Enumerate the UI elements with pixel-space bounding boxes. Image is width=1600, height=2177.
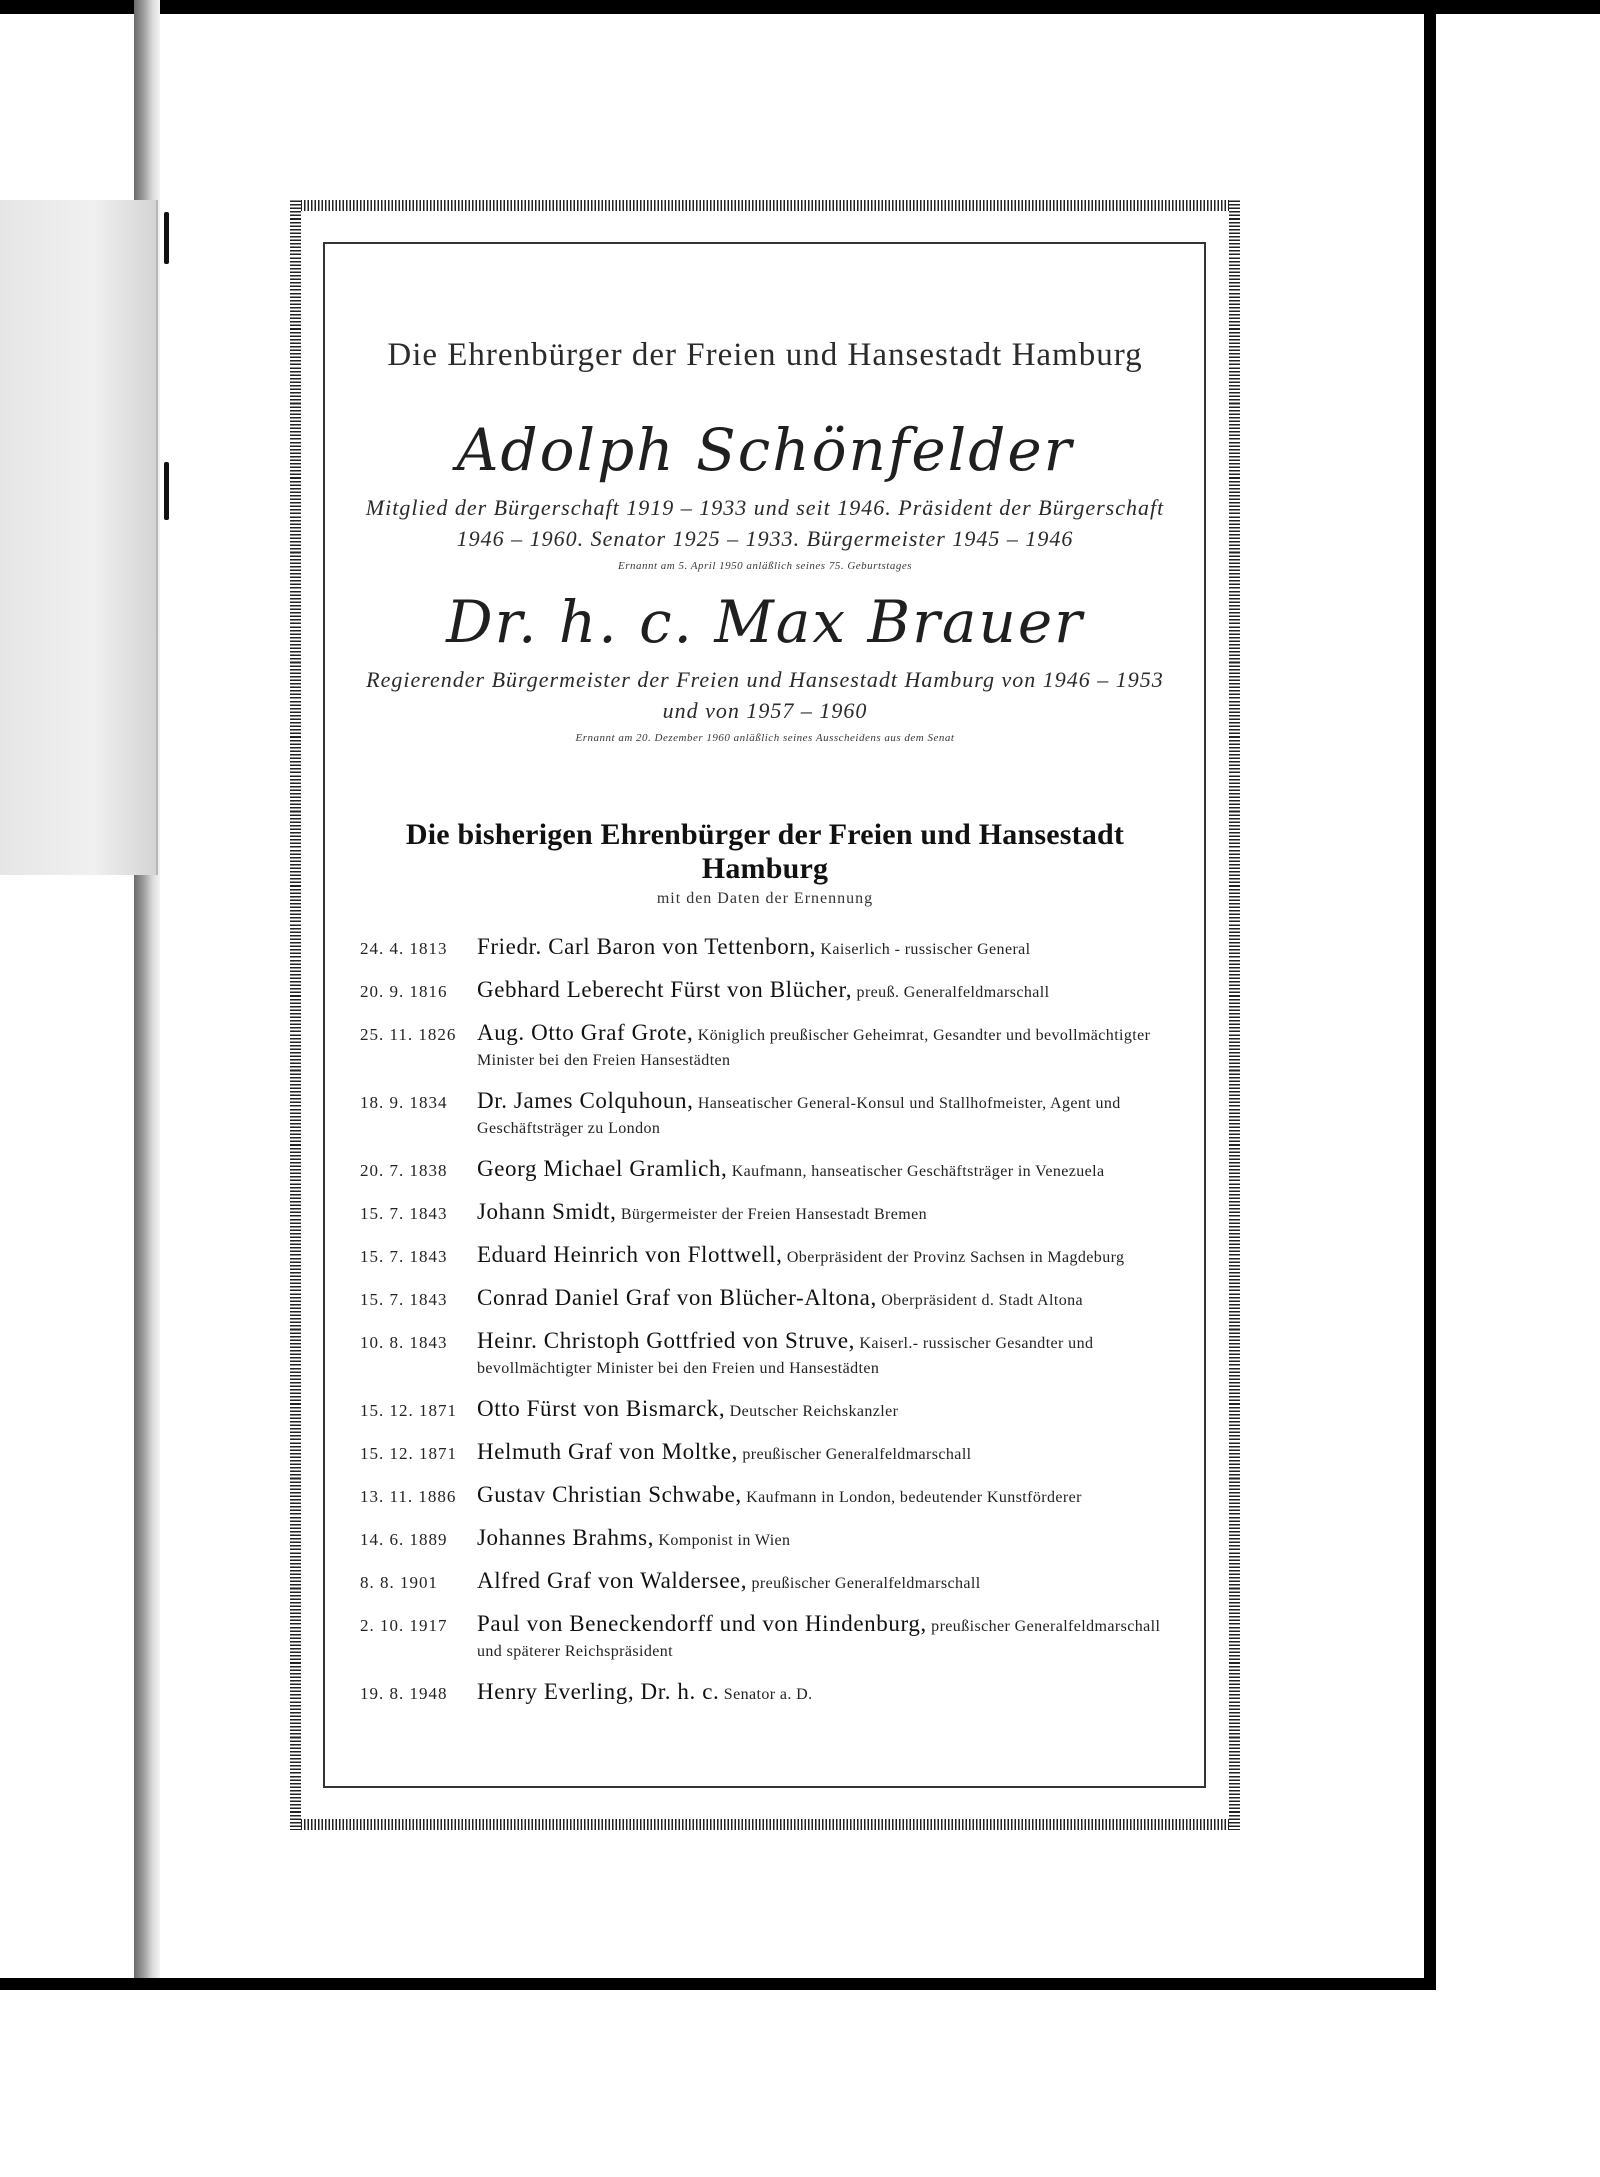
list-item [360,977,1170,1005]
appointment-date: 20. 7. 1838 [360,1161,448,1180]
honorary-citizens-list [360,934,1170,1707]
citizen-name: Henry Everling, Dr. h. c. [477,1679,720,1704]
list-item [360,1242,1170,1270]
citizen-description: Oberpräsident d. Stadt Altona [876,1292,1083,1309]
appointment-date: 18. 9. 1834 [360,1093,448,1112]
citizen-name: Helmuth Graf von Moltke, [477,1439,738,1464]
citizen-description: preußischer Generalfeldmarschall [737,1446,972,1463]
citizen-description: preußischer Generalfeldmarschall und späterer Reichspräsident [477,1618,1161,1660]
citizen-name: Friedr. Carl Baron von Tettenborn, [477,934,817,959]
list-title: Die bisherigen Ehrenbürger der Freien und Hansestadt Hamburg [405,818,1125,885]
list-item [360,1525,1170,1553]
citizen-entry [477,1679,1170,1707]
featured-description: Mitglied der Bürgerschaft 1919 – 1933 und seit 1946. Präsident der Bürgerschaft 1946 – 1960. Senator 1925 – 1933. Bürgermeister 1945 – 1946 [365,495,1165,551]
appointment-date: 10. 8. 1843 [360,1333,448,1352]
list-item [360,1568,1170,1596]
citizen-name: Dr. James Colquhoun, [477,1088,694,1113]
list-item [360,1088,1170,1141]
citizen-entry [477,1396,1170,1424]
citizen-name: Gustav Christian Schwabe, [477,1482,742,1507]
citizen-entry [477,1568,1170,1596]
list-item [360,1611,1170,1664]
list-item [360,1020,1170,1073]
appointment-date: 15. 7. 1843 [360,1204,448,1223]
list-item [360,1679,1170,1707]
scan-edge-bottom [0,1978,1436,1990]
citizen-name: Alfred Graf von Waldersee, [477,1568,748,1593]
citizen-name: Paul von Beneckendorff und von Hindenburg, [477,1611,927,1636]
appointment-date: 15. 12. 1871 [360,1401,457,1420]
citizen-name: Gebhard Leberecht Fürst von Blücher, [477,977,853,1002]
featured-name: Adolph Schönfelder [456,416,1074,484]
citizen-description: Königlich preußischer Geheimrat, Gesandter und bevollmächtigter Minister bei den Freien Hansestädten [477,1027,1151,1069]
citizen-description: Hanseatischer General-Konsul und Stallhofmeister, Agent und Geschäftsträger zu London [477,1095,1121,1137]
citizen-description: preuß. Generalfeldmarschall [852,984,1050,1001]
featured-name: Dr. h. c. Max Brauer [446,588,1084,656]
citizen-name: Aug. Otto Graf Grote, [477,1020,694,1045]
spine-mark [164,212,169,264]
list-item [360,1396,1170,1424]
citizen-description: Senator a. D. [719,1686,813,1703]
citizen-name: Otto Fürst von Bismarck, [477,1396,726,1421]
citizen-description: Bürgermeister der Freien Hansestadt Bremen [616,1206,928,1223]
citizen-entry [477,1199,1170,1227]
list-item [360,1156,1170,1184]
appointment-date: 15. 7. 1843 [360,1290,448,1309]
scan-edge-right [1424,0,1436,1990]
spine-mark [164,462,169,520]
list-item [360,1482,1170,1510]
citizen-entry [477,1088,1170,1141]
citizen-description: Kaiserlich - russischer General [816,941,1031,958]
citizen-entry [477,1285,1170,1313]
appointment-date: 19. 8. 1948 [360,1684,448,1703]
scan-edge-top [0,0,1600,14]
citizen-description: Kaiserl.- russischer Gesandter und bevollmächtigter Minister bei den Freien und Hansestädten [477,1335,1094,1377]
citizen-description: Kaufmann in London, bedeutender Kunstförderer [741,1489,1082,1506]
appointment-date: 13. 11. 1886 [360,1487,457,1506]
citizen-entry [477,1020,1170,1073]
citizen-entry [477,1439,1170,1467]
featured-note: Ernannt am 5. April 1950 anläßlich seines 75. Geburtstages [617,560,912,572]
page-content [360,242,1170,1722]
page-title: Die Ehrenbürger der Freien und Hansestadt Hamburg [387,337,1143,373]
appointment-date: 24. 4. 1813 [360,939,448,958]
citizen-entry [477,1156,1170,1184]
citizen-description: Oberpräsident der Provinz Sachsen in Magdeburg [782,1249,1125,1266]
citizen-name: Eduard Heinrich von Flottwell, [477,1242,783,1267]
appointment-date: 25. 11. 1826 [360,1025,457,1044]
citizen-entry [477,1611,1170,1664]
citizen-entry [477,934,1170,962]
citizen-entry [477,1525,1170,1553]
citizen-description: Deutscher Reichskanzler [725,1403,899,1420]
citizen-name: Georg Michael Gramlich, [477,1156,728,1181]
citizen-entry [477,1242,1170,1270]
citizen-description: preußischer Generalfeldmarschall [747,1575,981,1592]
list-subtitle: mit den Daten der Ernennung [656,890,874,907]
citizen-entry [477,1328,1170,1381]
appointment-date: 20. 9. 1816 [360,982,448,1001]
appointment-date: 8. 8. 1901 [360,1573,438,1592]
citizen-name: Conrad Daniel Graf von Blücher-Altona, [477,1285,877,1310]
appointment-date: 15. 7. 1843 [360,1247,448,1266]
citizen-description: Kaufmann, hanseatischer Geschäftsträger in Venezuela [727,1163,1105,1180]
appointment-date: 15. 12. 1871 [360,1444,457,1463]
featured-description: Regierender Bürgermeister der Freien und Hansestadt Hamburg von 1946 – 1953 und von 1957 – 1960 [366,667,1164,723]
appointment-date: 2. 10. 1917 [360,1616,448,1635]
citizen-name: Johann Smidt, [477,1199,617,1224]
list-item [360,934,1170,962]
list-item [360,1439,1170,1467]
list-item [360,1285,1170,1313]
facing-page-fragment [0,200,158,875]
citizen-name: Johannes Brahms, [477,1525,654,1550]
list-item [360,1328,1170,1381]
list-item [360,1199,1170,1227]
citizen-entry [477,1482,1170,1510]
appointment-date: 14. 6. 1889 [360,1530,448,1549]
featured-note: Ernannt am 20. Dezember 1960 anläßlich seines Ausscheidens aus dem Senat [575,732,955,744]
citizen-description: Komponist in Wien [653,1532,791,1549]
citizen-name: Heinr. Christoph Gottfried von Struve, [477,1328,855,1353]
citizen-entry [477,977,1170,1005]
